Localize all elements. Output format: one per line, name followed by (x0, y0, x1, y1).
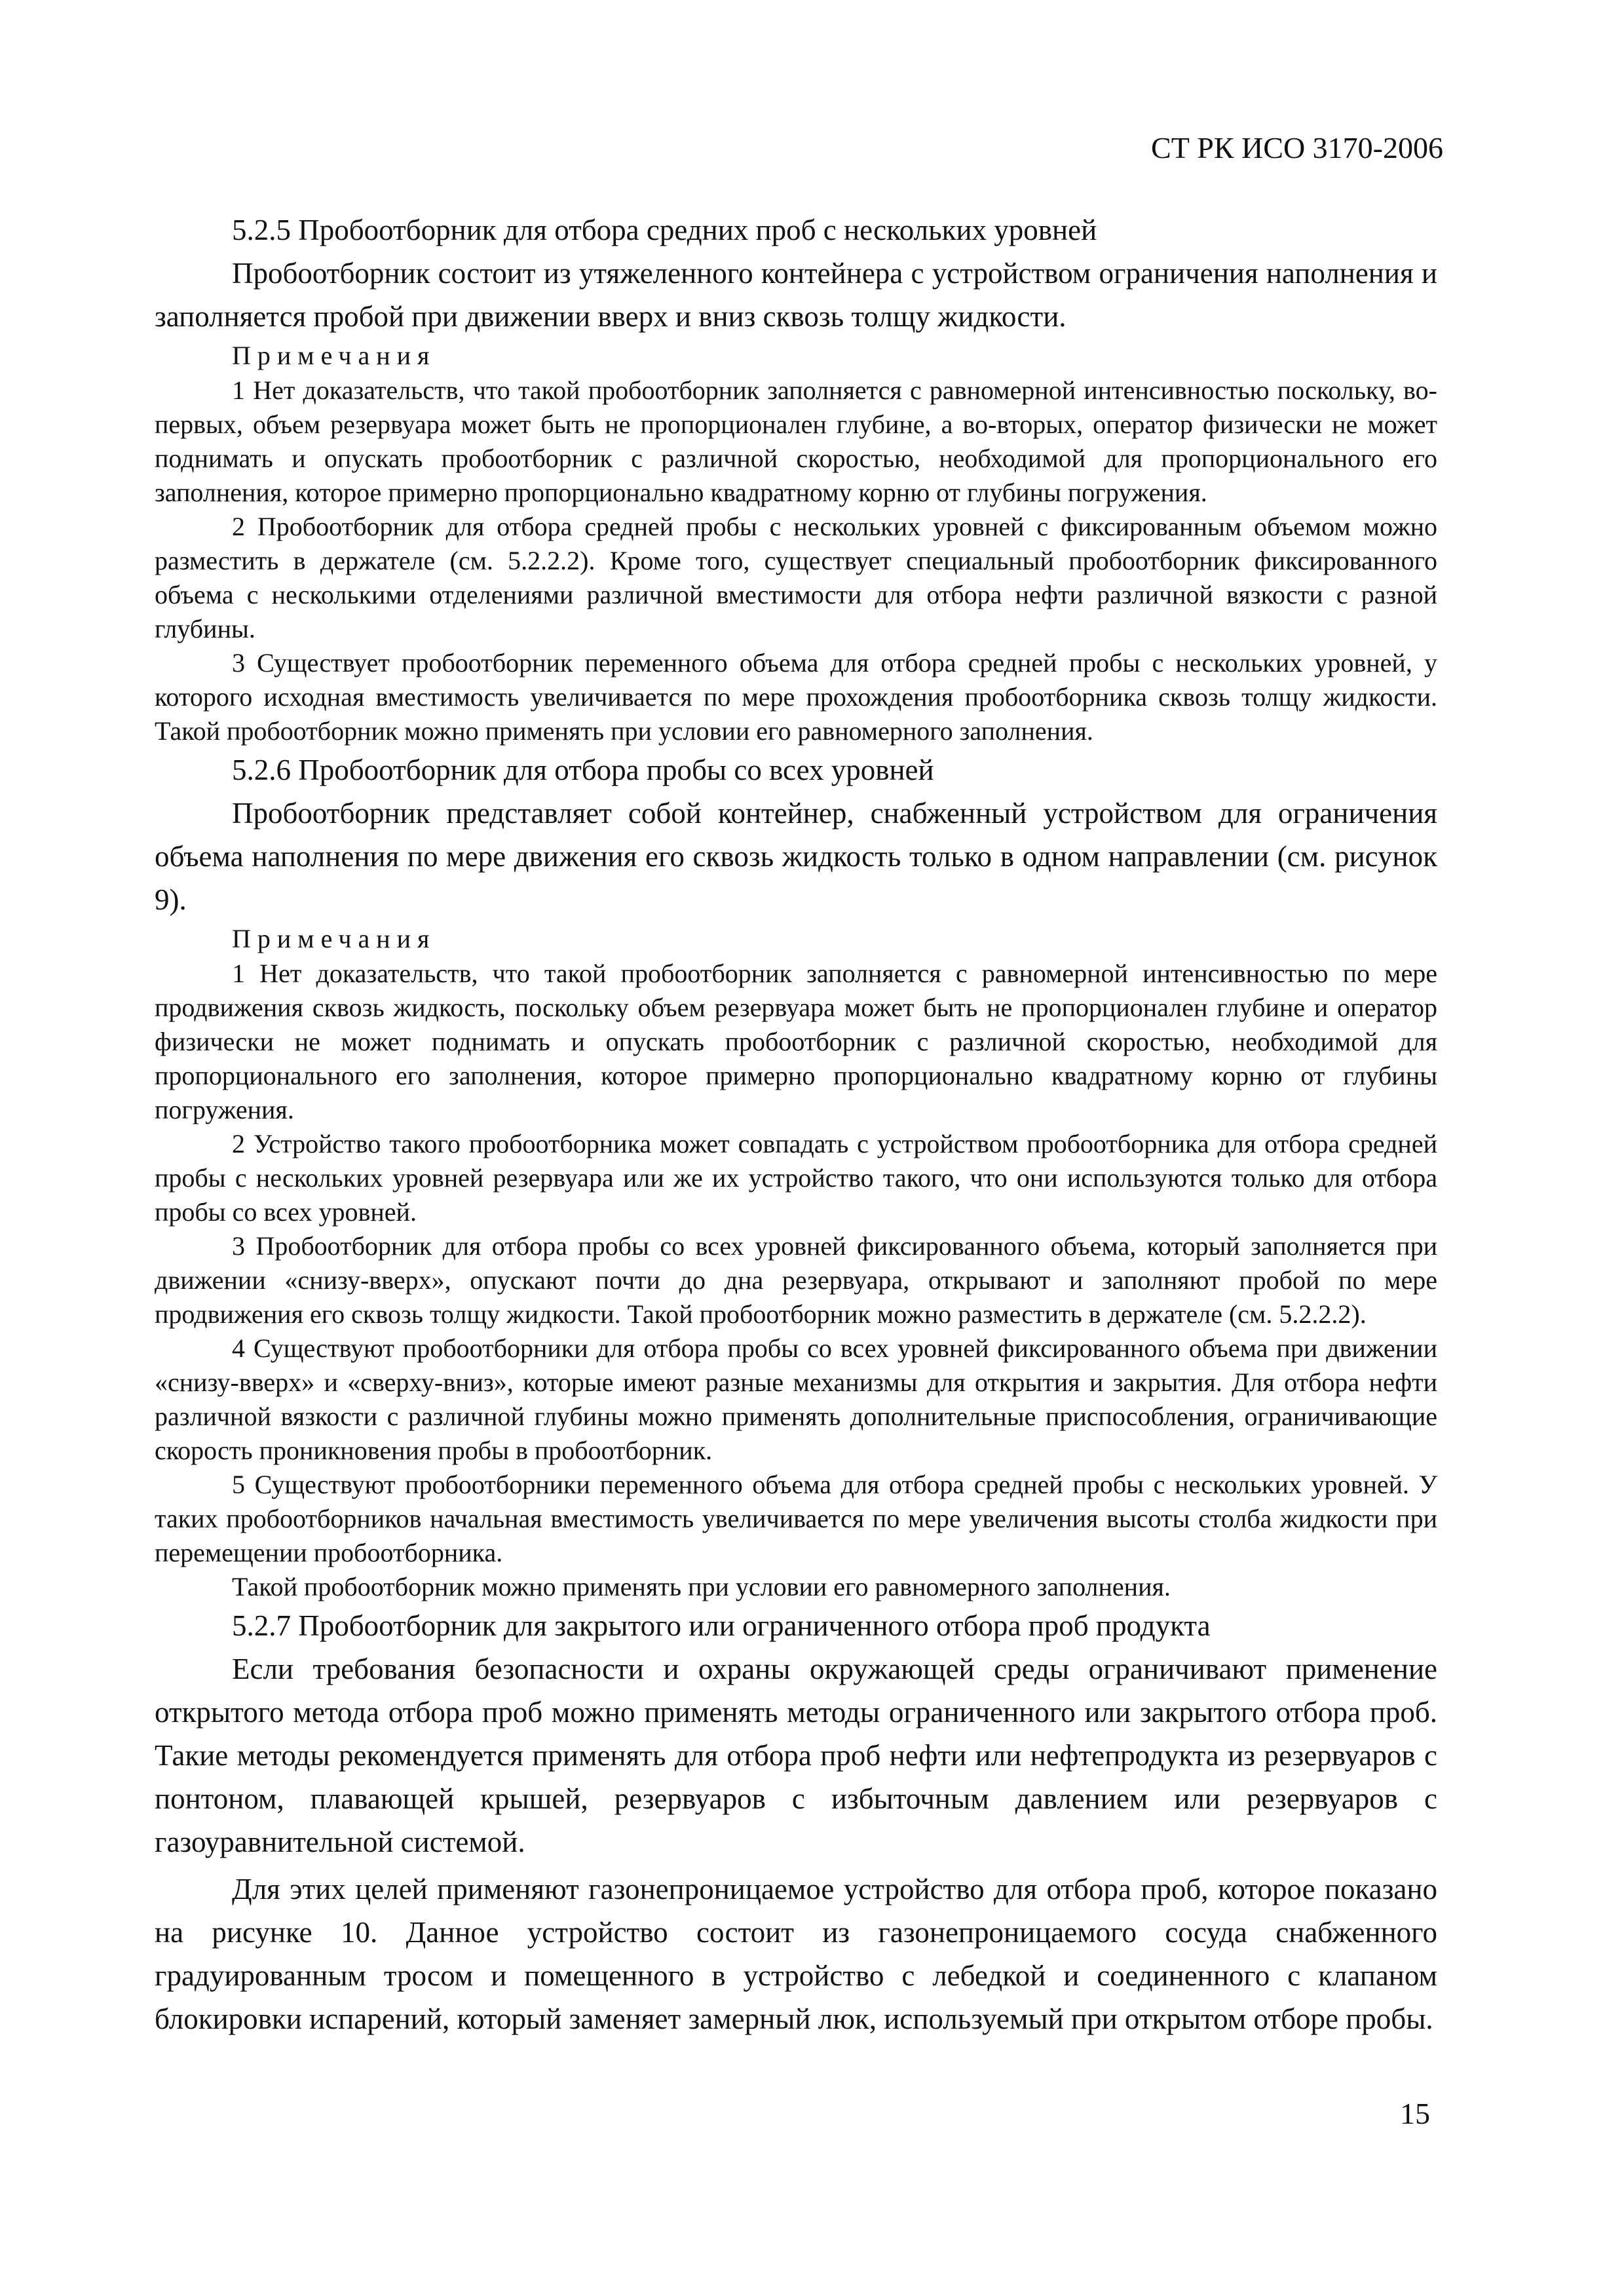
paragraph: Пробоотборник представляет собой контейнер, снабженный устройством для ограничения объема наполнения по мере движения его сквозь жидкость только в одном направлении (см. рисунок 9). (155, 797, 1437, 916)
document-body (155, 208, 1437, 2040)
note-item: 3 Пробоотборник для отбора пробы со всех уровней фиксированного объема, который заполняется при движении «снизу-вверх», опускают почти до дна резервуара, открывают и заполняют пробой по мере продвижения его сквозь толщу жидкости. Такой пробоотборник можно разместить в держателе (см. 5.2.2.2). (155, 1231, 1437, 1329)
section-heading-5-2-5: 5.2.5 Пробоотборник для отбора средних проб с нескольких уровней (232, 214, 1097, 246)
note-item: 4 Существуют пробоотборники для отбора пробы со всех уровней фиксированного объема при движении «снизу-вверх» и «сверху-вниз», которые имеют разные механизмы для открытия и закрытия. Для отбора нефти различной вязкости с различной глубины можно применять дополнительные приспособления, ограничивающие скорость проникновения пробы в пробоотборник. (155, 1333, 1437, 1465)
paragraph: Для этих целей применяют газонепроницаемое устройство для отбора проб, которое показано на рисунке 10. Данное устройство состоит из газонепроницаемого сосуда снабженного градуированным тросом и помещенного в устройство с лебедкой и соединенного с клапаном блокировки испарений, который заменяет замерный люк, используемый при открытом отборе пробы. (155, 1873, 1437, 2035)
section-heading-5-2-7: 5.2.7 Пробоотборник для закрытого или ограниченного отбора проб продукта (232, 1609, 1211, 1642)
note-item: 1 Нет доказательств, что такой пробоотборник заполняется с равномерной интенсивностью по мере продвижения сквозь жидкость, поскольку объем резервуара может быть не пропорционален глубине и оператор физически не может поднимать и опускать пробоотборник с различной скоростью, необходимой для пропорционального его заполнения, которое примерно пропорционально квадратному корню от глубины погружения. (155, 959, 1437, 1124)
note-item: 1 Нет доказательств, что такой пробоотборник заполняется с равномерной интенсивностью поскольку, во-первых, объем резервуара может быть не пропорционален глубине, а во-вторых, оператор физически не может поднимать и опускать пробоотборник с различной скоростью, необходимой для пропорционального его заполнения, которое примерно пропорционально квадратному корню от глубины погружения. (155, 375, 1437, 507)
section-heading-5-2-6: 5.2.6 Пробоотборник для отбора пробы со всех уровней (232, 754, 934, 786)
notes-heading: Примечания (232, 341, 436, 370)
note-item: 5 Существуют пробоотборники переменного объема для отбора средней пробы с нескольких уровней. У таких пробоотборников начальная вместимость увеличивается по мере увеличения высоты столба жидкости при перемещении пробоотборника. (155, 1470, 1437, 1567)
note-item: 3 Существует пробоотборник переменного объема для отбора средней пробы с нескольких уровней, у которого исходная вместимость увеличивается по мере прохождения пробоотборника сквозь толщу жидкости. Такой пробоотборник можно применять при условии его равномерного заполнения. (155, 648, 1437, 746)
page-number: 15 (1400, 2097, 1430, 2130)
paragraph: Пробоотборник состоит из утяжеленного контейнера с устройством ограничения наполнения и заполняется пробой при движении вверх и вниз сквозь толщу жидкости. (155, 257, 1437, 333)
notes-heading: Примечания (232, 924, 436, 953)
document-id-header: СТ РК ИСО 3170-2006 (1151, 131, 1443, 164)
paragraph: Если требования безопасности и охраны окружающей среды ограничивают применение открытого метода отбора проб можно применять методы ограниченного или закрытого отбора проб. Такие методы рекомендуется применять для отбора проб нефти или нефтепродукта из резервуаров с понтоном, плавающей крышей, резервуаров с избыточным давлением или резервуаров с газоуравнительной системой. (155, 1653, 1437, 1858)
note-item: 2 Пробоотборник для отбора средней пробы с нескольких уровней с фиксированным объемом можно разместить в держателе (см. 5.2.2.2). Кроме того, существует специальный пробоотборник фиксированного объема с несколькими отделениями различной вместимости для отбора нефти различной вязкости с разной глубины. (155, 512, 1437, 643)
note-item: 2 Устройство такого пробоотборника может совпадать с устройством пробоотборника для отбора средней пробы с нескольких уровней резервуара или же их устройство такого, что они используются только для отбора пробы со всех уровней. (155, 1129, 1437, 1227)
note-item: Такой пробоотборник можно применять при условии его равномерного заполнения. (232, 1572, 1171, 1601)
